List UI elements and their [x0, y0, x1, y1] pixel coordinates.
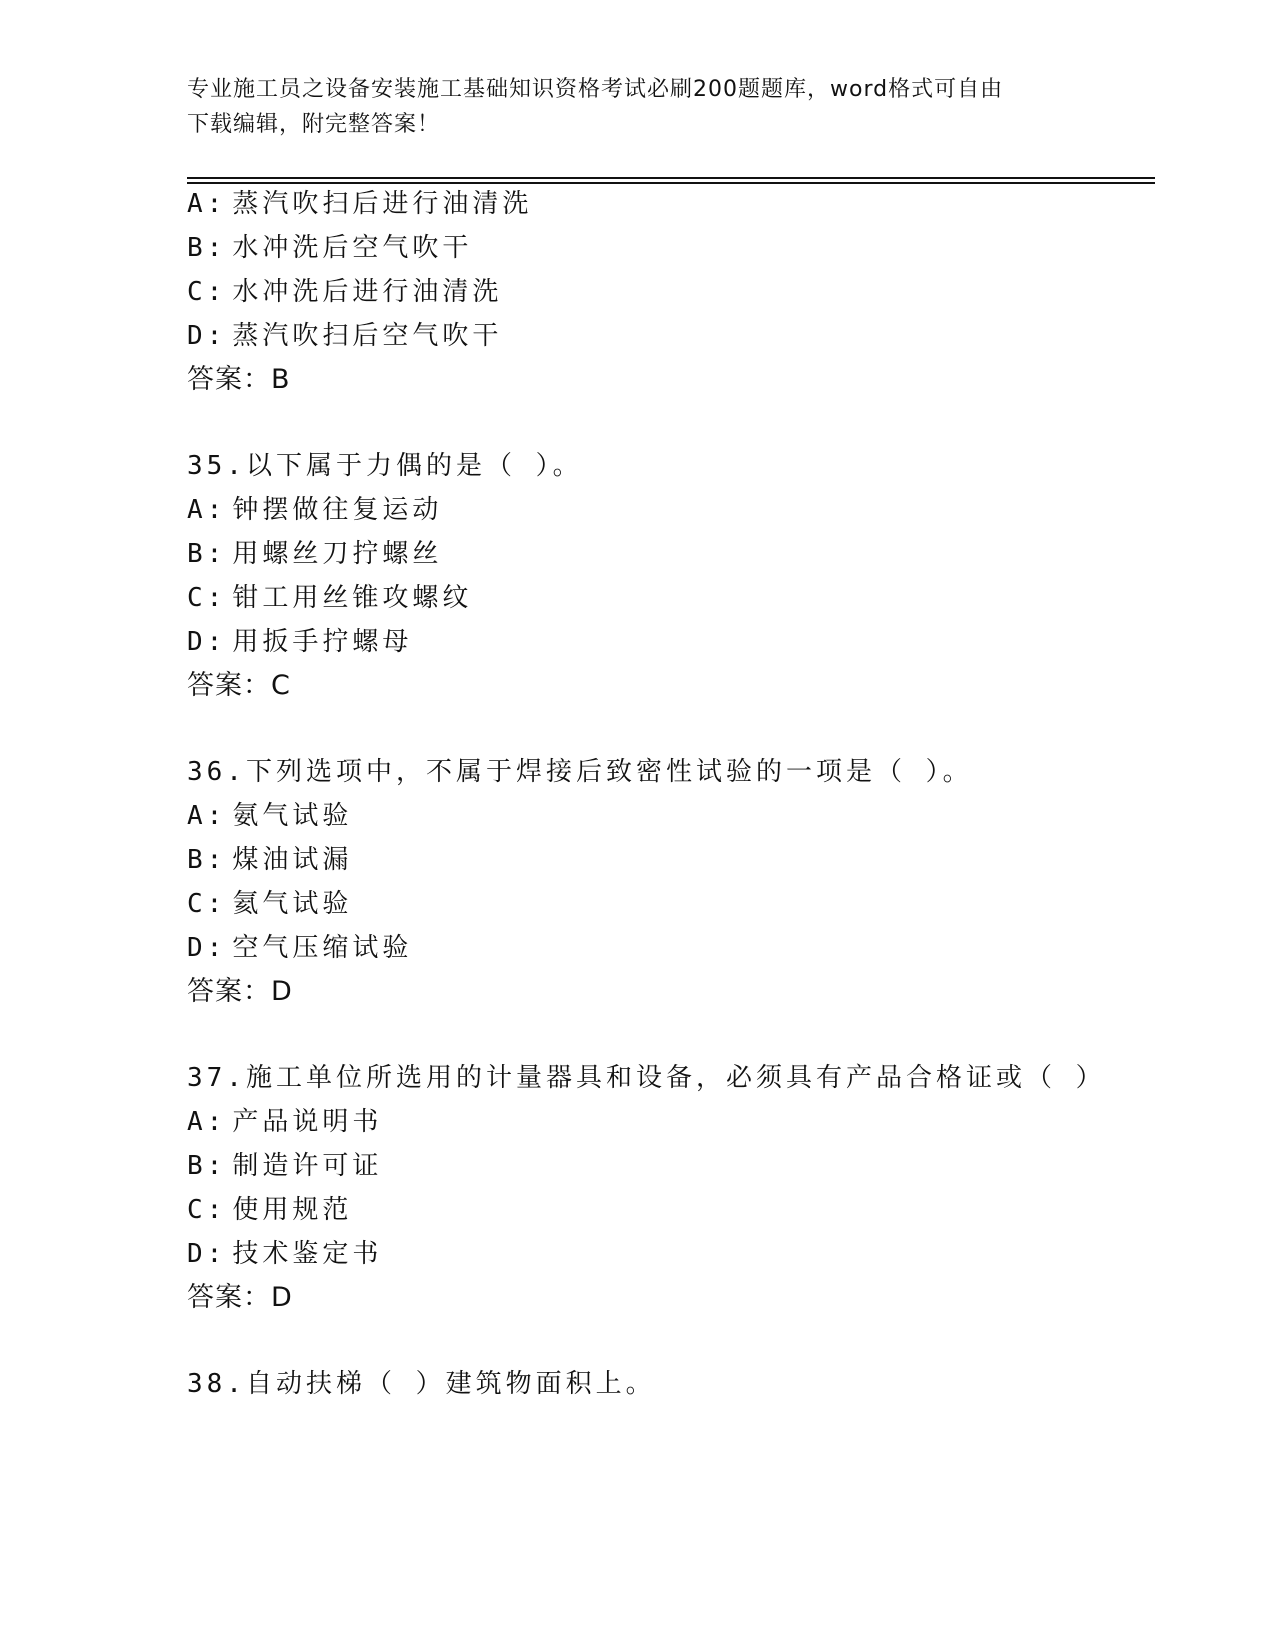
- option-label: B:: [187, 1151, 227, 1181]
- question-stem: 35.以下属于力偶的是（ ）。: [187, 451, 583, 481]
- header-divider-bottom: [187, 182, 1155, 184]
- option-b: [187, 1150, 382, 1182]
- option-c: [187, 888, 352, 920]
- header-title-line-2: 下载编辑，附完整答案！: [187, 112, 441, 137]
- option-text: 煤油试漏: [232, 845, 353, 875]
- option-text: 氦气试验: [232, 889, 353, 919]
- option-label: A:: [187, 1107, 227, 1137]
- question-stem: 36.下列选项中，不属于焊接后致密性试验的一项是（ ）。: [187, 757, 973, 787]
- option-text: 用螺丝刀拧螺丝: [232, 539, 443, 569]
- option-label: D:: [187, 321, 227, 351]
- option-b: [187, 844, 352, 876]
- option-text: 蒸汽吹扫后进行油清洗: [232, 189, 533, 219]
- answer-line: 答案：C: [187, 670, 291, 701]
- option-label: D:: [187, 933, 227, 963]
- option-b: [187, 538, 442, 570]
- option-label: A:: [187, 189, 227, 219]
- question-stem: 38.自动扶梯（ ）建筑物面积上。: [187, 1369, 656, 1399]
- option-d: [187, 932, 412, 964]
- option-label: D:: [187, 627, 227, 657]
- option-text: 水冲洗后空气吹干: [232, 233, 473, 263]
- option-text: 蒸汽吹扫后空气吹干: [232, 321, 503, 351]
- option-text: 空气压缩试验: [232, 933, 413, 963]
- option-label: C:: [187, 583, 227, 613]
- option-text: 氨气试验: [232, 801, 353, 831]
- header-title-line-1: 专业施工员之设备安装施工基础知识资格考试必刷200题题库，word格式可自由: [187, 77, 1004, 102]
- option-text: 水冲洗后进行油清洗: [232, 277, 503, 307]
- option-label: A:: [187, 801, 227, 831]
- option-text: 技术鉴定书: [232, 1239, 383, 1269]
- option-text: 产品说明书: [232, 1107, 383, 1137]
- question-stem: 37.施工单位所选用的计量器具和设备，必须具有产品合格证或（ ）: [187, 1063, 1106, 1093]
- option-text: 钳工用丝锥攻螺纹: [232, 583, 473, 613]
- document-header: [187, 72, 1087, 142]
- option-text: 制造许可证: [232, 1151, 383, 1181]
- option-d: [187, 320, 502, 352]
- option-a: [187, 800, 352, 832]
- option-a: [187, 1106, 382, 1138]
- option-label: D:: [187, 1239, 227, 1269]
- option-label: B:: [187, 233, 227, 263]
- option-b: [187, 232, 472, 264]
- option-label: C:: [187, 889, 227, 919]
- option-a: [187, 188, 532, 220]
- option-label: C:: [187, 277, 227, 307]
- option-text: 用扳手拧螺母: [232, 627, 413, 657]
- option-label: C:: [187, 1195, 227, 1225]
- option-c: [187, 1194, 352, 1226]
- option-d: [187, 1238, 382, 1270]
- option-label: A:: [187, 495, 227, 525]
- header-divider-top: [187, 177, 1155, 179]
- answer-line: 答案：D: [187, 976, 293, 1007]
- option-a: [187, 494, 442, 526]
- option-c: [187, 276, 502, 308]
- option-c: [187, 582, 472, 614]
- answer-line: 答案：D: [187, 1282, 293, 1313]
- option-label: B:: [187, 539, 227, 569]
- option-text: 使用规范: [232, 1195, 353, 1225]
- answer-line: 答案：B: [187, 364, 291, 395]
- option-text: 钟摆做往复运动: [232, 495, 443, 525]
- option-d: [187, 626, 412, 658]
- option-label: B:: [187, 845, 227, 875]
